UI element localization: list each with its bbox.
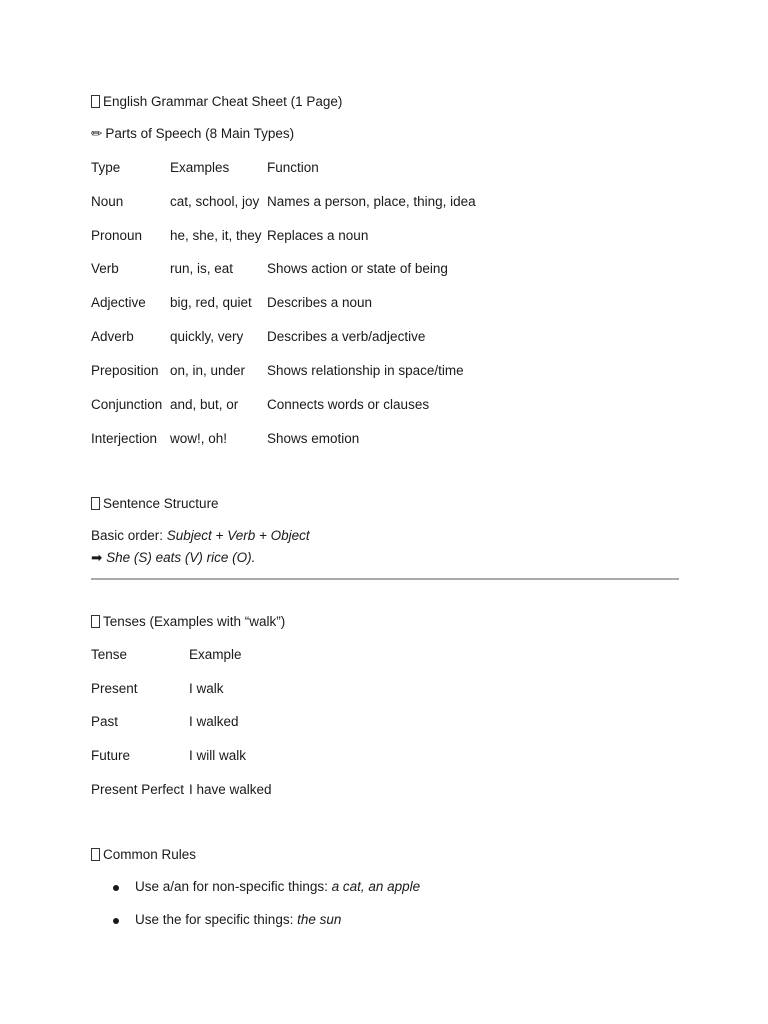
rule-example: the sun: [297, 912, 342, 927]
cell-examples: big, red, quiet: [170, 295, 252, 310]
cell-type: Adverb: [91, 329, 134, 344]
cell-example: I will walk: [189, 748, 247, 763]
cell-function: Names a person, place, thing, idea: [267, 194, 476, 209]
document-title-text: English Grammar Cheat Sheet (1 Page): [103, 94, 343, 109]
tenses-heading: [91, 613, 285, 631]
cell-examples: and, but, or: [170, 397, 239, 412]
column-header-example: Example: [189, 647, 242, 662]
cell-type: Noun: [91, 194, 124, 209]
parts-of-speech-heading: [91, 125, 294, 143]
common-rules-heading: [91, 846, 196, 864]
bullet-icon: [113, 885, 119, 891]
horizontal-divider: [91, 578, 679, 580]
rule-text: Use a/an for non-specific things:: [135, 879, 332, 894]
cell-function: Shows action or state of being: [267, 261, 448, 276]
sentence-structure-heading-text: Sentence Structure: [103, 496, 219, 511]
list-item: [135, 878, 420, 896]
parts-of-speech-heading-text: Parts of Speech (8 Main Types): [105, 126, 295, 141]
cell-example: I walk: [189, 681, 224, 696]
cell-examples: quickly, very: [170, 329, 244, 344]
basic-order-line: [91, 527, 310, 545]
cell-tense: Present Perfect: [91, 782, 185, 797]
column-header-examples: Examples: [170, 160, 230, 175]
cell-type: Adjective: [91, 295, 146, 310]
cell-examples: on, in, under: [170, 363, 246, 378]
cell-type: Verb: [91, 261, 119, 276]
arrow-icon: ➡: [91, 550, 103, 565]
list-item: [135, 911, 341, 929]
cell-tense: Present: [91, 681, 138, 696]
sentence-structure-heading: [91, 495, 219, 513]
column-header-type: Type: [91, 160, 121, 175]
cell-tense: Future: [91, 748, 131, 763]
cell-function: Shows emotion: [267, 431, 360, 446]
cell-examples: wow!, oh!: [170, 431, 228, 446]
basic-order-value: Subject + Verb + Object: [166, 528, 310, 543]
cell-tense: Past: [91, 714, 119, 729]
rule-example: a cat, an apple: [331, 879, 421, 894]
cell-type: Preposition: [91, 363, 159, 378]
rule-text: Use the for specific things:: [135, 912, 298, 927]
cell-function: Shows relationship in space/time: [267, 363, 464, 378]
cell-type: Pronoun: [91, 228, 143, 243]
common-rules-heading-text: Common Rules: [103, 847, 197, 862]
cell-type: Interjection: [91, 431, 158, 446]
column-header-tense: Tense: [91, 647, 128, 662]
sentence-example: She (S) eats (V) rice (O).: [106, 550, 256, 565]
document-title: [91, 93, 342, 111]
basic-order-label: Basic order:: [91, 528, 167, 543]
cell-function: Describes a noun: [267, 295, 373, 310]
missing-glyph-icon: [91, 95, 100, 108]
cell-examples: run, is, eat: [170, 261, 234, 276]
cell-function: Describes a verb/adjective: [267, 329, 426, 344]
bullet-icon: [113, 918, 119, 924]
cell-type: Conjunction: [91, 397, 163, 412]
cell-function: Replaces a noun: [267, 228, 369, 243]
pencil-icon: ✏: [91, 126, 103, 141]
column-header-function: Function: [267, 160, 319, 175]
missing-glyph-icon: [91, 497, 100, 510]
cell-example: I walked: [189, 714, 239, 729]
cell-example: I have walked: [189, 782, 272, 797]
cell-examples: cat, school, joy: [170, 194, 260, 209]
tenses-heading-text: Tenses (Examples with “walk”): [103, 614, 286, 629]
sentence-example-line: [91, 549, 255, 567]
missing-glyph-icon: [91, 615, 100, 628]
cell-examples: he, she, it, they: [170, 228, 262, 243]
cell-function: Connects words or clauses: [267, 397, 430, 412]
missing-glyph-icon: [91, 848, 100, 861]
